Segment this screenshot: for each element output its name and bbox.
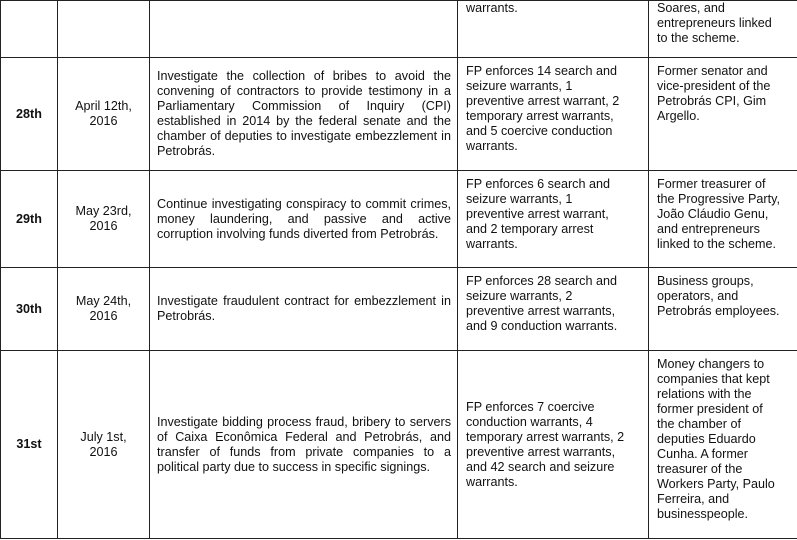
table-row [1,171,797,268]
table-row [1,268,797,351]
phase-cell [1,1,58,58]
table-row [1,1,797,58]
warrants-cell: FP enforces 6 search and seizure warrants, 1 preventive arrest warrant, and 2 temporary arrest warrants. [458,171,649,268]
objective-cell: Investigate bidding process fraud, bribery to servers of Caixa Econômica Federal and Petrobrás, and transfer of funds from private companies to a political party due to success in specific signings. [150,351,458,539]
objective-cell [150,1,458,58]
date-cell: May 24th, 2016 [58,268,150,351]
warrants-cell: warrants. [458,1,649,58]
warrants-cell: FP enforces 7 coercive conduction warrants, 4 temporary arrest warrants, 2 preventive arrest warrants, and 42 search and seizure warrants. [458,351,649,539]
objective-cell: Investigate the collection of bribes to avoid the convening of contractors to provide testimony in a Parliamentary Commission of Inquiry (CPI) established in 2014 by the federal senate and the chamber of deputies to investigate embezzlement in Petrobrás. [150,58,458,171]
date-cell: May 23rd, 2016 [58,171,150,268]
targets-cell: Former senator and vice-president of the Petrobrás CPI, Gim Argello. [649,58,797,171]
table-row [1,351,797,539]
targets-cell: Former treasurer of the Progressive Party, João Cláudio Genu, and entrepreneurs linked to the scheme. [649,171,797,268]
phase-cell: 28th [1,58,58,171]
date-cell: July 1st, 2016 [58,351,150,539]
objective-cell: Investigate fraudulent contract for embezzlement in Petrobrás. [150,268,458,351]
date-cell [58,1,150,58]
phase-cell: 31st [1,351,58,539]
targets-cell: Money changers to companies that kept relations with the former president of the chamber of deputies Eduardo Cunha. A former treasurer of the Workers Party, Paulo Ferreira, and businesspeople. [649,351,797,539]
warrants-cell: FP enforces 28 search and seizure warrants, 2 preventive arrest warrants, and 9 conduction warrants. [458,268,649,351]
targets-cell: Soares, and entrepreneurs linked to the scheme. [649,1,797,58]
warrants-cell: FP enforces 14 search and seizure warrants, 1 preventive arrest warrant, 2 temporary arrest warrants, and 5 coercive conduction warrants. [458,58,649,171]
date-cell: April 12th, 2016 [58,58,150,171]
table-row [1,58,797,171]
targets-cell: Business groups, operators, and Petrobrás employees. [649,268,797,351]
phase-cell: 29th [1,171,58,268]
phase-cell: 30th [1,268,58,351]
objective-cell: Continue investigating conspiracy to commit crimes, money laundering, and passive and active corruption involving funds diverted from Petrobrás. [150,171,458,268]
